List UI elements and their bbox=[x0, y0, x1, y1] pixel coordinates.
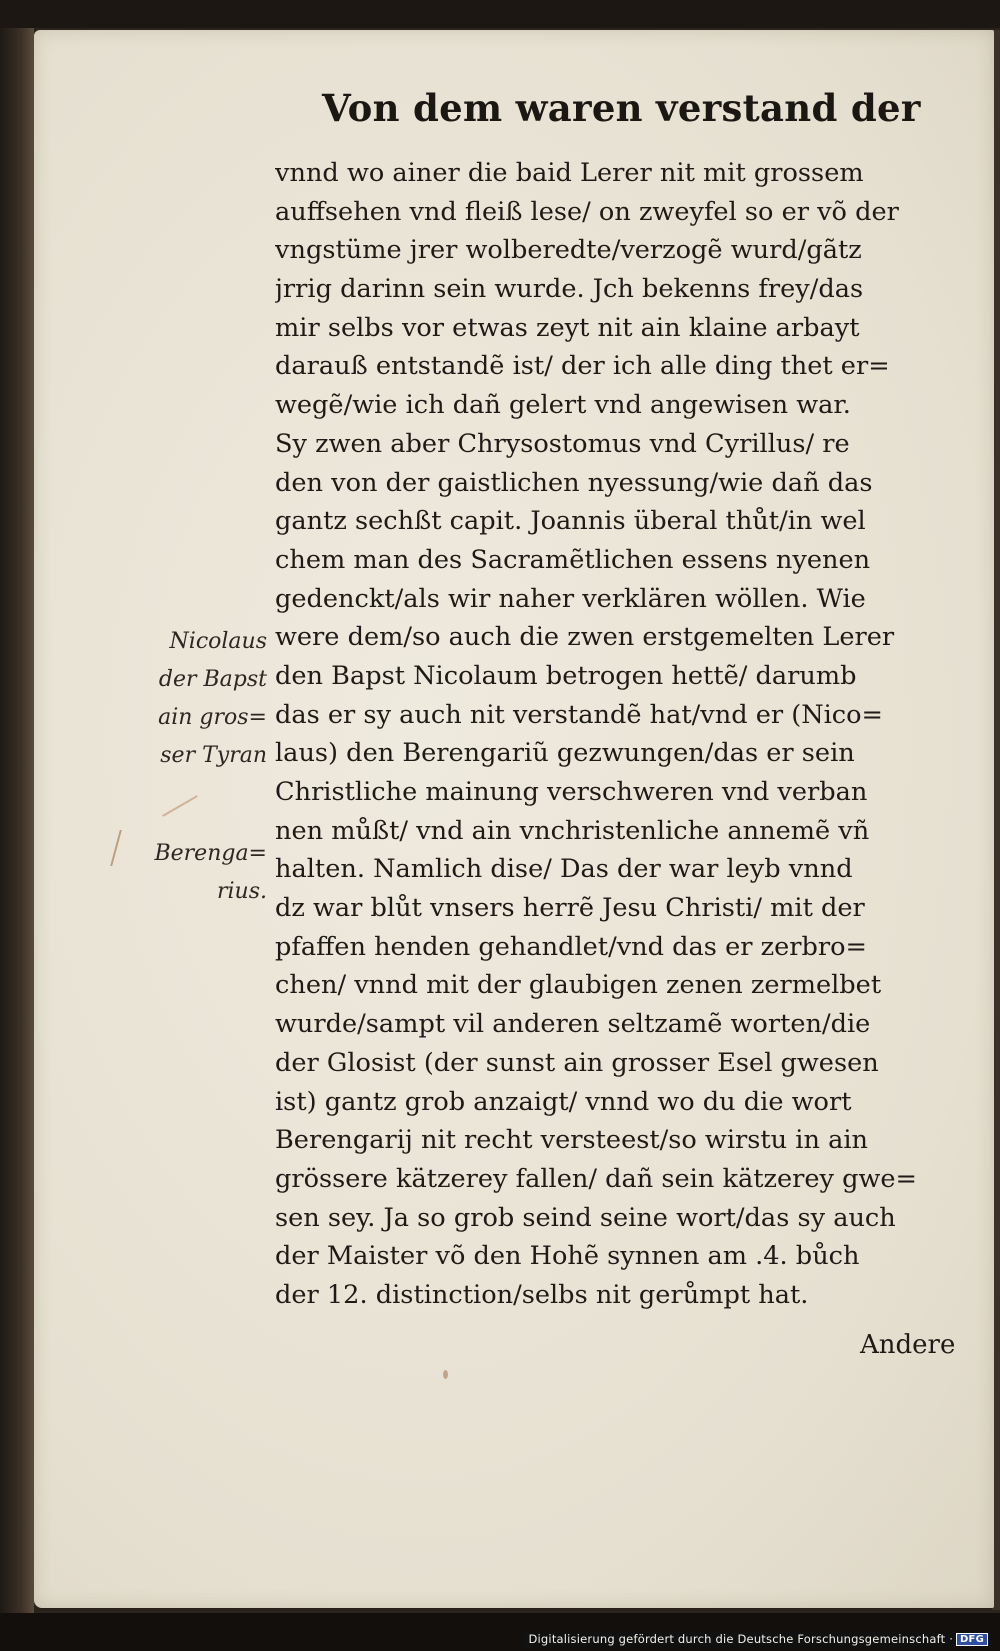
running-heading: Von dem waren verstand der bbox=[322, 86, 921, 130]
marginal-note-line: der Bapst bbox=[158, 667, 267, 692]
text-line: darauß entstandẽ ist/ der ich alle ding thet er= bbox=[275, 351, 890, 382]
text-line: gantz sechßt capit. Joannis überal thůt/in wel bbox=[275, 506, 866, 537]
text-line: den von der gaistlichen nyessung/wie dañ das bbox=[275, 467, 873, 498]
text-line: Sy zwen aber Chrysostomus vnd Cyrillus/ re bbox=[275, 428, 850, 459]
marginal-note-line: rius. bbox=[216, 879, 267, 904]
text-line: der Maister võ den Hohẽ synnen am .4. bůch bbox=[275, 1241, 860, 1272]
text-line: pfaffen henden gehandlet/vnd das er zerbro= bbox=[275, 931, 867, 962]
text-line: halten. Namlich dise/ Das der war leyb vnnd bbox=[275, 854, 853, 885]
text-line: mir selbs vor etwas zeyt nit ain klaine arbayt bbox=[275, 312, 860, 343]
book-spine bbox=[0, 28, 34, 1613]
marginal-note-berengarius bbox=[130, 835, 267, 911]
marginal-note-line: Nicolaus bbox=[169, 629, 267, 654]
text-line: dz war blůt vnsers herrẽ Jesu Christi/ mit der bbox=[275, 893, 865, 924]
marginal-note-line: Berenga= bbox=[154, 841, 267, 866]
marginal-note-nicolaus bbox=[130, 623, 267, 775]
text-line: wurde/sampt vil anderen seltzamẽ worten/die bbox=[275, 1009, 871, 1040]
text-line: grössere kätzerey fallen/ dañ sein kätzerey gwe= bbox=[275, 1163, 917, 1194]
scan-bottom-bar bbox=[0, 1613, 1000, 1651]
catchword: Andere bbox=[860, 1330, 956, 1360]
text-line: der Glosist (der sunst ain grosser Esel gwesen bbox=[275, 1047, 879, 1078]
scan-top-edge bbox=[0, 0, 1000, 28]
text-line: den Bapst Nicolaum betrogen hettẽ/ darumb bbox=[275, 660, 857, 691]
text-line: chen/ vnnd mit der glaubigen zenen zermelbet bbox=[275, 970, 882, 1001]
dfg-logo: DFG bbox=[956, 1633, 988, 1646]
text-line: Christliche mainung verschweren vnd verban bbox=[275, 777, 868, 807]
text-line: Berengarij nit recht versteest/so wirstu in ain bbox=[275, 1125, 869, 1156]
footer-credit-text: Digitalisierung gefördert durch die Deutsche Forschungsgemeinschaft · bbox=[528, 1632, 954, 1646]
footer-credit bbox=[524, 1631, 992, 1647]
text-line: auffsehen vnd fleiß lese/ on zweyfel so er võ der bbox=[275, 196, 899, 227]
main-text-block bbox=[275, 154, 957, 1315]
text-line: der 12. distinction/selbs nit gerůmpt hat. bbox=[275, 1279, 809, 1310]
text-line: sen sey. Ja so grob seind seine wort/das sy auch bbox=[275, 1202, 896, 1233]
text-line: ist) gantz grob anzaigt/ vnnd wo du die wort bbox=[275, 1086, 852, 1117]
text-line: jrrig darinn sein wurde. Jch bekenns frey/das bbox=[275, 274, 864, 305]
ink-speck bbox=[443, 1370, 448, 1379]
text-line: were dem/so auch die zwen erstgemelten Lerer bbox=[275, 622, 895, 653]
text-line: das er sy auch nit verstandẽ hat/vnd er (Nico= bbox=[275, 699, 883, 730]
text-line: gedenckt/als wir naher verklären wöllen. Wie bbox=[275, 583, 866, 614]
text-line: nen můßt/ vnd ain vnchristenliche annemẽ vñ bbox=[275, 815, 870, 846]
text-line: laus) den Berengariũ gezwungen/das er sein bbox=[275, 738, 855, 769]
text-line: chem man des Sacramẽtlichen essens nyenen bbox=[275, 544, 871, 575]
text-line: vnnd wo ainer die baid Lerer nit mit grossem bbox=[275, 158, 864, 188]
marginal-note-line: ser Tyran bbox=[160, 743, 267, 768]
text-line: wegẽ/wie ich dañ gelert vnd angewisen war. bbox=[275, 390, 851, 421]
marginal-note-line: ain gros= bbox=[158, 705, 267, 730]
text-line: vngstüme jrer wolberedte/verzogẽ wurd/gãtz bbox=[275, 235, 862, 266]
